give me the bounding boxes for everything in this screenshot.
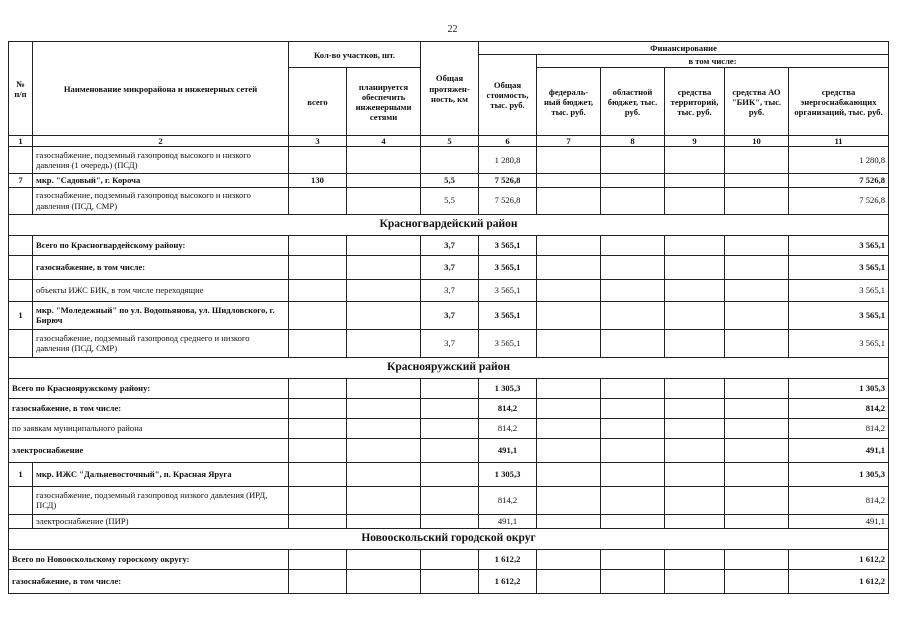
row-name: электроснабжение (ПИР)	[33, 514, 289, 528]
header-regional: областной бюджет, тыс. руб.	[601, 68, 665, 136]
header-territory: средства территорий, тыс. руб.	[665, 68, 725, 136]
cell-cost: 1 305,3	[479, 462, 537, 486]
table-row	[9, 255, 889, 279]
table-row	[9, 147, 889, 174]
cell-energy: 814,2	[789, 398, 889, 418]
row-name: по заявкам муниципального района	[9, 418, 289, 438]
header-financing: Финансирование	[479, 42, 889, 55]
col-number: 10	[725, 136, 789, 147]
header-num: № п/п	[9, 42, 33, 136]
row-name: газоснабжение, в том числе:	[33, 255, 289, 279]
table-row	[9, 549, 889, 569]
cell-length: 3,7	[421, 279, 479, 301]
cell-energy: 491,1	[789, 438, 889, 462]
section-row	[9, 528, 889, 549]
row-name: Всего по Новооскольскому гороскому округу:	[9, 549, 289, 569]
header-name: Наименование микрорайона и инженерных сетей	[33, 42, 289, 136]
row-num: 1	[9, 462, 33, 486]
col-number: 1	[9, 136, 33, 147]
table-row	[9, 514, 889, 528]
cell-energy: 814,2	[789, 418, 889, 438]
row-name: газоснабжение, подземный газопровод среднего и низкого давления (ПСД, СМР)	[33, 329, 289, 357]
cell-cost: 3 565,1	[479, 255, 537, 279]
cell-energy: 1 280,8	[789, 147, 889, 174]
col-number: 2	[33, 136, 289, 147]
row-name: газоснабжение, подземный газопровод высокого и низкого давления (1 очередь) (ПСД)	[33, 147, 289, 174]
row-name: газоснабжение, в том числе:	[9, 398, 289, 418]
cell-cost: 1 280,8	[479, 147, 537, 174]
page-number: 22	[447, 24, 458, 35]
cell-cost: 491,1	[479, 514, 537, 528]
cell-energy: 1 305,3	[789, 378, 889, 398]
table-row	[9, 174, 889, 187]
cell-energy: 7 526,8	[789, 187, 889, 214]
cell-cost: 1 612,2	[479, 549, 537, 569]
row-name: мкр. "Садовый", г. Короча	[33, 174, 289, 187]
row-name: газоснабжение, подземный газопровод высокого и низкого давления (ПСД, СМР)	[33, 187, 289, 214]
header-sites: Кол-во участков, шт.	[289, 42, 421, 68]
table-row	[9, 235, 889, 255]
table-row	[9, 438, 889, 462]
header-length: Общая протяжен- ность, км	[421, 42, 479, 136]
col-number: 8	[601, 136, 665, 147]
column-numbers-row	[9, 136, 889, 147]
table-row	[9, 279, 889, 301]
header-energy: средства энергоснабжающих организаций, тыс. руб.	[789, 68, 889, 136]
cell-energy: 3 565,1	[789, 329, 889, 357]
cell-energy: 1 612,2	[789, 569, 889, 593]
col-number: 9	[665, 136, 725, 147]
cell-energy: 814,2	[789, 486, 889, 514]
header-sites-total: всего	[289, 68, 347, 136]
header-bik: средства АО "БИК", тыс. руб.	[725, 68, 789, 136]
table-row	[9, 329, 889, 357]
row-name: Всего по Красногвардейскому району:	[33, 235, 289, 255]
header-sites-planned: планируется обеспечить инженерными сетями	[347, 68, 421, 136]
row-name: мкр. ИЖС "Дальневосточный", п. Красная Яруга	[33, 462, 289, 486]
row-name: объекты ИЖС БИК, в том числе переходящие	[33, 279, 289, 301]
row-name: мкр. "Моледежный" по ул. Водопьянова, ул. Шидловского, г. Бирюч	[33, 301, 289, 329]
col-number: 3	[289, 136, 347, 147]
table-row	[9, 486, 889, 514]
cell-length: 3,7	[421, 329, 479, 357]
section-title: Краснояружский район	[9, 357, 889, 378]
header-cost: Общая стоимость, тыс. руб.	[479, 55, 537, 136]
cell-total: 130	[289, 174, 347, 187]
cell-energy: 3 565,1	[789, 279, 889, 301]
header-row-1	[9, 42, 889, 55]
col-number: 4	[347, 136, 421, 147]
row-name: электроснабжение	[9, 438, 289, 462]
cell-cost: 3 565,1	[479, 329, 537, 357]
cell-cost: 814,2	[479, 486, 537, 514]
table-row	[9, 187, 889, 214]
cell-length: 5,5	[421, 174, 479, 187]
section-row	[9, 357, 889, 378]
cell-cost: 814,2	[479, 418, 537, 438]
table-row	[9, 398, 889, 418]
cell-length: 3,7	[421, 301, 479, 329]
cell-cost: 3 565,1	[479, 235, 537, 255]
cell-energy: 3 565,1	[789, 235, 889, 255]
col-number: 7	[537, 136, 601, 147]
cell-cost: 814,2	[479, 398, 537, 418]
cell-length: 3,7	[421, 255, 479, 279]
table-row	[9, 301, 889, 329]
cell-cost: 491,1	[479, 438, 537, 462]
cell-cost: 3 565,1	[479, 301, 537, 329]
col-number: 11	[789, 136, 889, 147]
cell-length: 3,7	[421, 235, 479, 255]
table-row	[9, 462, 889, 486]
table-row	[9, 569, 889, 593]
row-name: Всего по Краснояружскому району:	[9, 378, 289, 398]
table-row	[9, 418, 889, 438]
row-name: газоснабжение, подземный газопровод низкого давления (ИРД, ПСД)	[33, 486, 289, 514]
cell-cost: 1 612,2	[479, 569, 537, 593]
cell-cost: 1 305,3	[479, 378, 537, 398]
cell-energy: 1 305,3	[789, 462, 889, 486]
header-including: в том числе:	[537, 55, 889, 68]
section-title: Красногвардейский район	[9, 214, 889, 235]
col-number: 6	[479, 136, 537, 147]
cell-cost: 7 526,8	[479, 187, 537, 214]
cell-length: 5,5	[421, 187, 479, 214]
section-title: Новооскольский городской округ	[9, 528, 889, 549]
cell-cost: 7 526,8	[479, 174, 537, 187]
section-row	[9, 214, 889, 235]
cell-cost: 3 565,1	[479, 279, 537, 301]
row-num: 7	[9, 174, 33, 187]
cell-energy: 7 526,8	[789, 174, 889, 187]
table-row	[9, 378, 889, 398]
financing-table	[8, 41, 889, 594]
header-federal: федераль- ный бюджет, тыс. руб.	[537, 68, 601, 136]
cell-energy: 3 565,1	[789, 255, 889, 279]
row-name: газоснабжение, в том числе:	[9, 569, 289, 593]
cell-energy: 3 565,1	[789, 301, 889, 329]
row-num: 1	[9, 301, 33, 329]
cell-energy: 491,1	[789, 514, 889, 528]
cell-energy: 1 612,2	[789, 549, 889, 569]
col-number: 5	[421, 136, 479, 147]
